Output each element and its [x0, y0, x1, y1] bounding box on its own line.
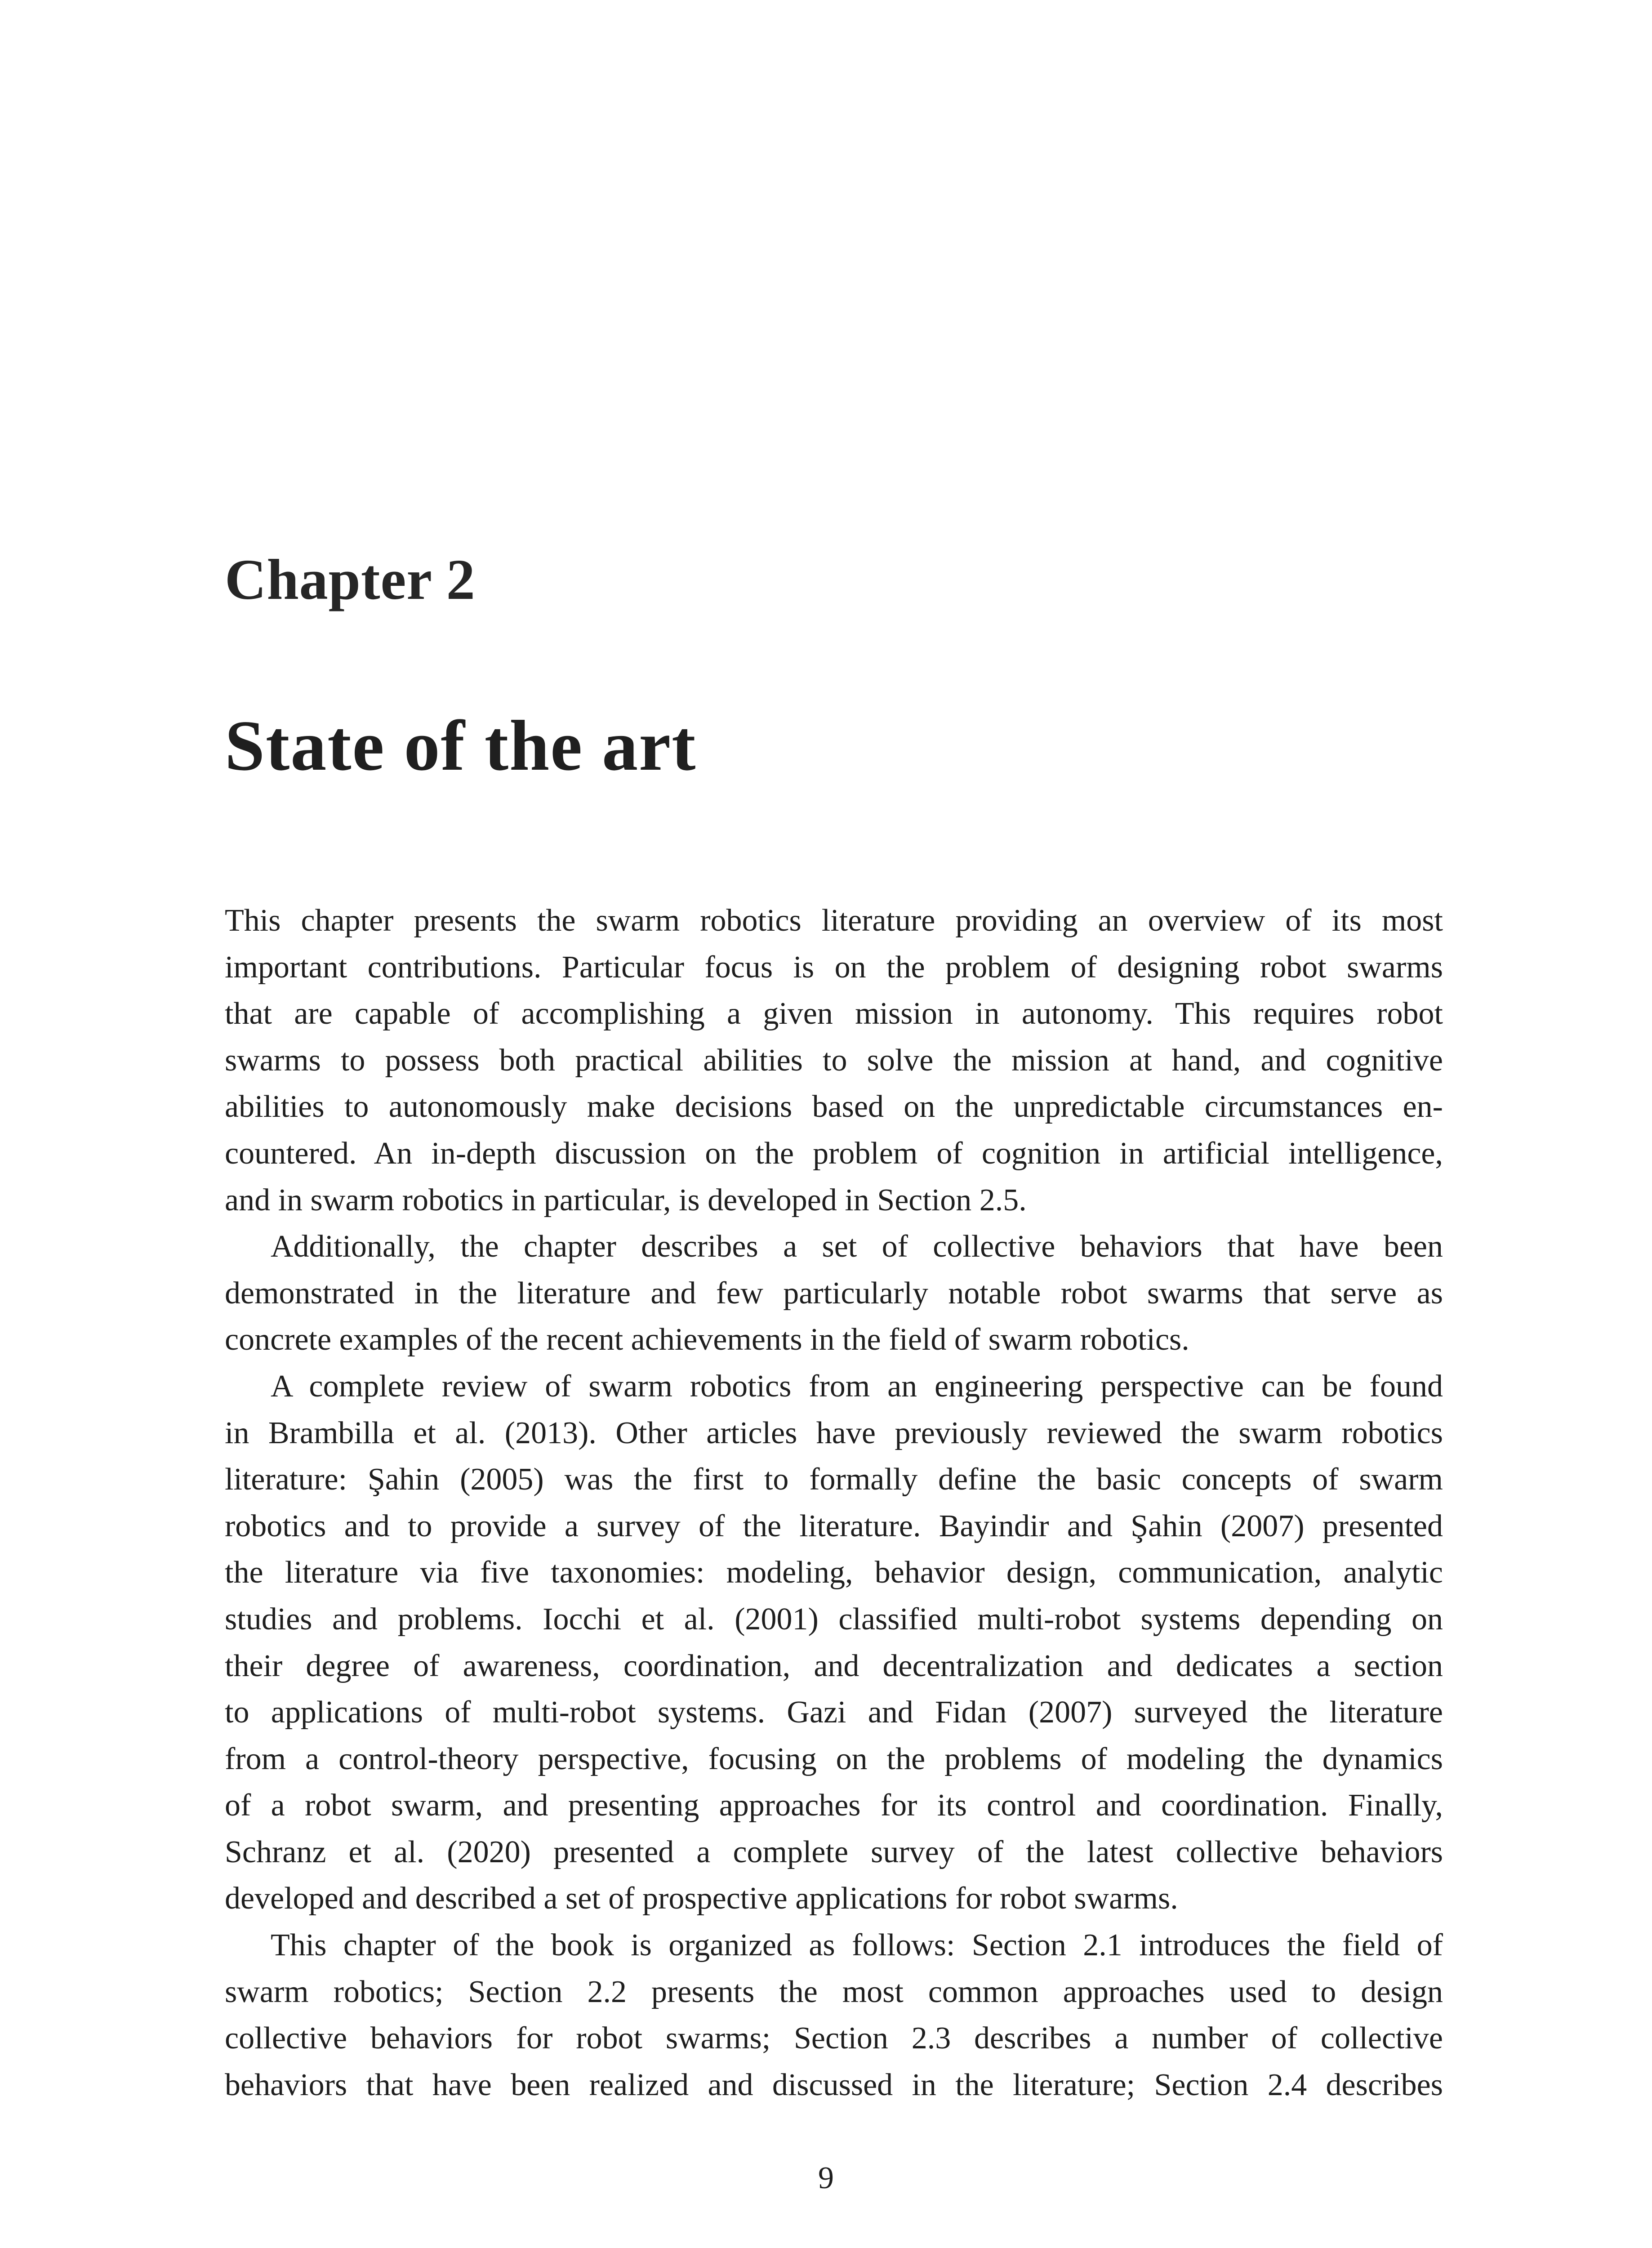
paragraph-2	[225, 1223, 1443, 1363]
paragraph-4	[225, 1922, 1443, 2108]
text-line: from a control-theory perspective, focusing on the problems of modeling the dynamics	[225, 1741, 1443, 1776]
text-line: their degree of awareness, coordination, and decentralization and dedicates a section	[225, 1648, 1443, 1683]
text-line: important contributions. Particular focus is on the problem of designing robot swarms	[225, 950, 1443, 985]
paragraph-1	[225, 897, 1443, 1223]
page-number: 9	[818, 2161, 834, 2195]
text-line: literature: Şahin (2005) was the first to formally define the basic concepts of swarm	[225, 1462, 1443, 1497]
text-line: Schranz et al. (2020) presented a complete survey of the latest collective behaviors	[225, 1834, 1443, 1869]
text-line: that are capable of accomplishing a given mission in autonomy. This requires robot	[225, 996, 1443, 1031]
text-line: swarms to possess both practical abilities to solve the mission at hand, and cognitive	[225, 1043, 1443, 1078]
text-line: Additionally, the chapter describes a set of collective behaviors that have been	[271, 1229, 1443, 1264]
chapter-title: State of the art	[225, 705, 697, 785]
text-line: developed and described a set of prospective applications for robot swarms.	[225, 1881, 1178, 1916]
text-line: in Brambilla et al. (2013). Other articles have previously reviewed the swarm robotics	[225, 1415, 1443, 1450]
text-line: A complete review of swarm robotics from an engineering perspective can be found	[271, 1369, 1443, 1404]
text-line: the literature via five taxonomies: modeling, behavior design, communication, analytic	[225, 1555, 1443, 1590]
text-line: of a robot swarm, and presenting approaches for its control and coordination. Finally,	[225, 1788, 1443, 1823]
text-line: abilities to autonomously make decisions based on the unpredictable circumstances en-	[225, 1089, 1443, 1124]
chapter-label: Chapter 2	[225, 548, 476, 611]
text-line: This chapter presents the swarm robotics literature providing an overview of its most	[225, 903, 1443, 938]
paragraph-3	[225, 1363, 1443, 1922]
text-line: demonstrated in the literature and few particularly notable robot swarms that serve as	[225, 1276, 1443, 1311]
text-line: robotics and to provide a survey of the literature. Bayindir and Şahin (2007) presented	[225, 1508, 1443, 1543]
text-line: behaviors that have been realized and discussed in the literature; Section 2.4 describes	[225, 2067, 1443, 2102]
text-line: collective behaviors for robot swarms; Section 2.3 describes a number of collective	[225, 2021, 1443, 2056]
text-line: concrete examples of the recent achievements in the field of swarm robotics.	[225, 1322, 1189, 1357]
body-text	[225, 897, 1443, 2108]
text-line: swarm robotics; Section 2.2 presents the most common approaches used to design	[225, 1974, 1443, 2009]
text-line: countered. An in-depth discussion on the problem of cognition in artificial intelligence,	[225, 1136, 1443, 1171]
text-line: studies and problems. Iocchi et al. (2001) classified multi-robot systems depending on	[225, 1601, 1443, 1637]
text-line: to applications of multi-robot systems. Gazi and Fidan (2007) surveyed the literature	[225, 1695, 1443, 1730]
text-line: and in swarm robotics in particular, is developed in Section 2.5.	[225, 1182, 1027, 1218]
text-line: This chapter of the book is organized as follows: Section 2.1 introduces the field of	[271, 1928, 1443, 1963]
